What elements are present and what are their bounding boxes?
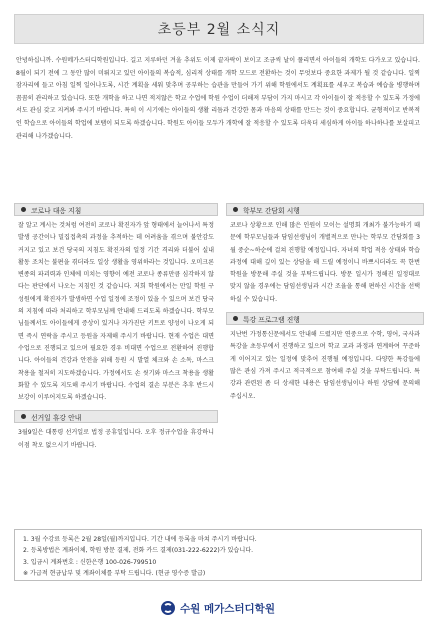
special-section-header	[226, 312, 424, 325]
consult-section-header	[226, 203, 424, 216]
election-section-header	[14, 410, 218, 423]
payment-notice-box	[14, 529, 422, 581]
bullet-icon	[21, 207, 26, 212]
election-section-title: 선거일 휴강 안내	[31, 413, 82, 422]
bullet-icon	[233, 207, 238, 212]
special-section-body: 지난번 가정통신문에서도 안내해 드렸지만 연중으로 수학, 영어, 국사과 특강을 초등부에서 진행하고 있으며 학교 교과 과정과 연계하여 꾸준하게 이어지고 있는 일정에 맞추어 진행될 예정입니다. 다양한 특강들에 많은 관심 가져 주시고 적극적으로 참여해 주실 것을 부탁드립니다. 특강과 관련된 좀 더 상세한 내용은 담임선생님이나 하원 상담에 문의해 주십시오.	[230, 331, 420, 400]
notice-line: 3. 입금시 계좌번호 : 신한은행 100-026-799510	[23, 558, 157, 566]
footer	[0, 597, 436, 619]
corona-section-title: 코로나 대응 지침	[31, 206, 82, 215]
notice-line: 2. 등록방법은 계좌이체, 학원 방문 결제, 전화 카드 결제(031-222-6222)가 있습니다.	[23, 547, 254, 555]
academy-name: 수원 메가스터디학원	[180, 602, 275, 615]
consult-section-title: 학부모 간담회 시행	[243, 206, 300, 215]
special-section-title: 특강 프로그램 진행	[243, 315, 300, 324]
intro-paragraph: 안녕하십니까. 수원메가스터디학원입니다. 길고 지루하던 겨울 추위도 이제 끝자락이 보이고 조금씩 날이 풀리면서 아이들의 개학도 다가오고 있습니다. 8월이 되기 전에 그 동안 많이 미뤄지고 있던 아이들의 복습적, 심리적 상태를 개학 모드로 전환하는 것이 무엇보다 중요한 과제가 될 것 같습니다. 일찍 잠자리에 들고 아침 일찍 일어나도록, 시간 계획을 세워 맞추며 공부하는 습관을 만들어 가기 위해 학원에서도 계획표를 세우고 복습과 예습을 병행하며 꼼꼼히 관리하고 있습니다. 또한 개학을 하고 나면 적지않은 학교 수업에 학원 수업이 더해져 부담이 가지 마시고 각 아이들이 잘 적응할 수 있도록 가정에서도 관심 갖고 지켜봐 주시기 바랍니다. 특히 이 시기에는 아이들의 생활 리듬과 건강한 몸과 마음의 상태를 만드는 것이 중요합니다. 균형적이고 반복적인 학습으로 아이들의 학업에 보탬이 되도록 하겠습니다. 학원도 아이들 모두가 개학에 잘 적응할 수 있도록 더욱더 세심하게 아이들 하나하나를 보살피고 관리해 나가겠습니다.	[16, 57, 420, 140]
corona-section-body: 잘 알고 계시는 것처럼 여전히 코로나 확진자가 앞 형태에서 늘어나서 특정 발생 공간이나 밀집접촉의 과정을 추적하는 데 어려움을 겪으며 불안감도 커지고 있고 보건 당국의 지침도 확진자의 일정 기간 격리와 더불어 실내 활동 조치는 불편을 겪더라도 일상 생활을 영위하라는 것입니다. 오미크론 변종의 파괴력과 인체에 미치는 영향이 예전 코로나 종류만큼 심각하지 않다는 판단에서 나오는 지침인 것 같습니다. 저희 학원에서는 만일 학원 구성원에게 확진자가 발생하면 수업 일정에 조정이 있을 수 있으며 보건 당국의 지침에 따라 처리하고 학부모님께 안내해 드리도록 하겠습니다. 학부모님들께서도 아이들에게 증상이 있거나 자가진단 키트로 양성이 나오게 되면 즉시 연락을 주시고 등원을 자제해 주시기 바랍니다. 현재 수업은 대면 수업으로 진행되고 있으며 필요한 경우 비대면 수업으로 전환하여 진행합니다. 아이들의 건강과 안전을 위해 등원 시 발열 체크와 손 소독, 마스크 착용을 철저히 지도하겠습니다. 가정에서도 손 씻기와 마스크 착용을 생활화할 수 있도록 지도해 주시기 바랍니다. 수업의 결손 부분은 추후 반드시 보강이 이루어지도록 하겠습니다.	[18, 222, 214, 402]
notice-line: 1. 3월 수강료 등록은 2월 28일(월)까지입니다. 기간 내에 등록을 마쳐 주시기 바랍니다.	[23, 536, 257, 543]
election-section-body: 3월9일은 대통령 선거일로 법정 공휴일입니다. 오후 정규수업을 휴강하니 이점 착오 없으시기 바랍니다.	[18, 429, 214, 449]
consult-section-body: 코로나 상황으로 인해 많은 인원이 모이는 설명회 개최가 불가능하기 때문에 학부모님들과 담임선생님이 개별적으로 만나는 학부모 간담회를 3월 중순~하순에 걸쳐 진행할 예정입니다. 자녀의 학업 적응 상태와 학습 과정에 대해 깊이 있는 상담을 해 드릴 예정이니 바쁘시더라도 꼭 한번 학원을 방문해 주실 것을 부탁드립니다. 방문 일시가 정해진 일정대로 맞지 않을 경우에는 담임선생님과 시간 조율을 통해 편하신 시간을 선택하실 수 있습니다.	[230, 222, 420, 303]
academy-logo-icon	[161, 601, 175, 615]
corona-section-header	[14, 203, 218, 216]
left-column	[14, 203, 218, 458]
newsletter-title: 초등부 2월 소식지	[14, 14, 424, 44]
right-column	[226, 203, 424, 409]
notice-line: ※ 가급적 현금납부 및 계좌이체를 부탁 드립니다. (현금 영수증 발급)	[23, 569, 206, 577]
bullet-icon	[21, 414, 26, 419]
bullet-icon	[233, 316, 238, 321]
